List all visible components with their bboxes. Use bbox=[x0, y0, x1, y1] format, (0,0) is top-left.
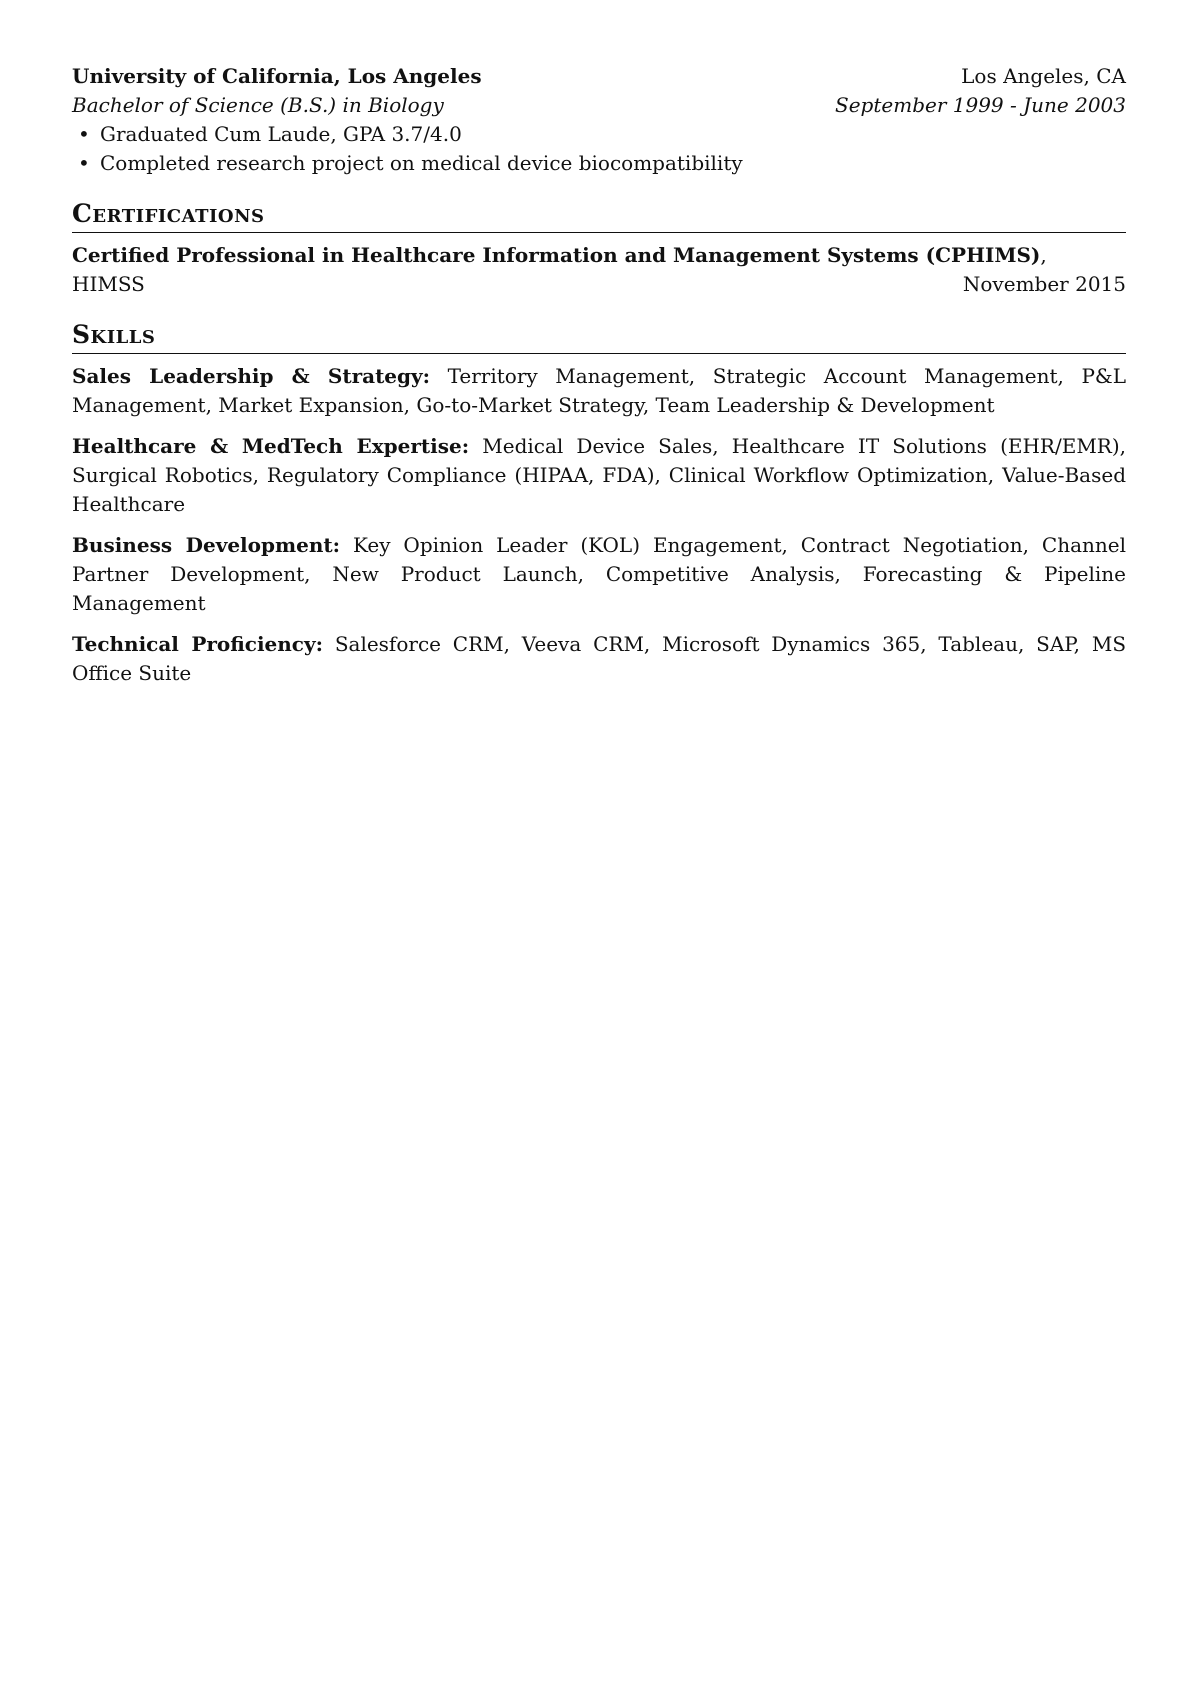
skill-group bbox=[72, 630, 1126, 688]
institution-location: Los Angeles, CA bbox=[961, 64, 1126, 88]
degree: Bachelor of Science (B.S.) in Biology bbox=[72, 93, 444, 117]
certification-entry bbox=[72, 241, 1126, 299]
certification-name-suffix: , bbox=[1040, 243, 1047, 267]
skill-group bbox=[72, 362, 1126, 420]
education-header-row bbox=[72, 62, 1126, 91]
certification-detail-row bbox=[72, 270, 1126, 299]
certifications-heading: Certifications bbox=[72, 198, 1126, 233]
skill-group bbox=[72, 531, 1126, 618]
education-bullets bbox=[72, 120, 1126, 178]
list-item: • Graduated Cum Laude, GPA 3.7/4.0 bbox=[72, 120, 1126, 149]
skills-list bbox=[72, 362, 1126, 688]
certification-issuer: HIMSS bbox=[72, 272, 145, 296]
skill-group-label: Sales Leadership & Strategy: bbox=[72, 364, 431, 388]
education-dates: September 1999 - June 2003 bbox=[835, 93, 1126, 117]
certification-name-line bbox=[72, 241, 1126, 270]
education-entry bbox=[72, 62, 1126, 178]
skill-group-text: Salesforce CRM, Veeva CRM, Microsoft Dynamics 365, Tableau, SAP, MS Office Suite bbox=[72, 632, 1127, 685]
skills-heading: Skills bbox=[72, 319, 1126, 354]
skill-group-text: Medical Device Sales, Healthcare IT Solutions (EHR/EMR), Surgical Robotics, Regulatory Compliance (HIPAA, FDA), Clinical Workflow Optimization, Value-Based Healthcare bbox=[72, 434, 1127, 516]
skill-group-text: Key Opinion Leader (KOL) Engagement, Contract Negotiation, Channel Partner Development, New Product Launch, Competitive Analysis, Forecasting & Pipeline Management bbox=[72, 533, 1126, 615]
education-degree-row bbox=[72, 91, 1126, 120]
certification-name: Certified Professional in Healthcare Information and Management Systems (CPHIMS) bbox=[72, 243, 1041, 267]
skill-group-label: Technical Proficiency: bbox=[72, 632, 323, 656]
skill-group-label: Healthcare & MedTech Expertise: bbox=[72, 434, 470, 458]
list-item: • Completed research project on medical device biocompatibility bbox=[72, 149, 1126, 178]
skill-group-text: Territory Management, Strategic Account Management, P&L Management, Market Expansion, Go-to-Market Strategy, Team Leadership & Development bbox=[72, 364, 1127, 417]
institution-name: University of California, Los Angeles bbox=[72, 64, 482, 88]
resume-page bbox=[72, 62, 1126, 700]
certification-date: November 2015 bbox=[962, 272, 1126, 296]
skill-group-label: Business Development: bbox=[72, 533, 341, 557]
skill-group bbox=[72, 432, 1126, 519]
